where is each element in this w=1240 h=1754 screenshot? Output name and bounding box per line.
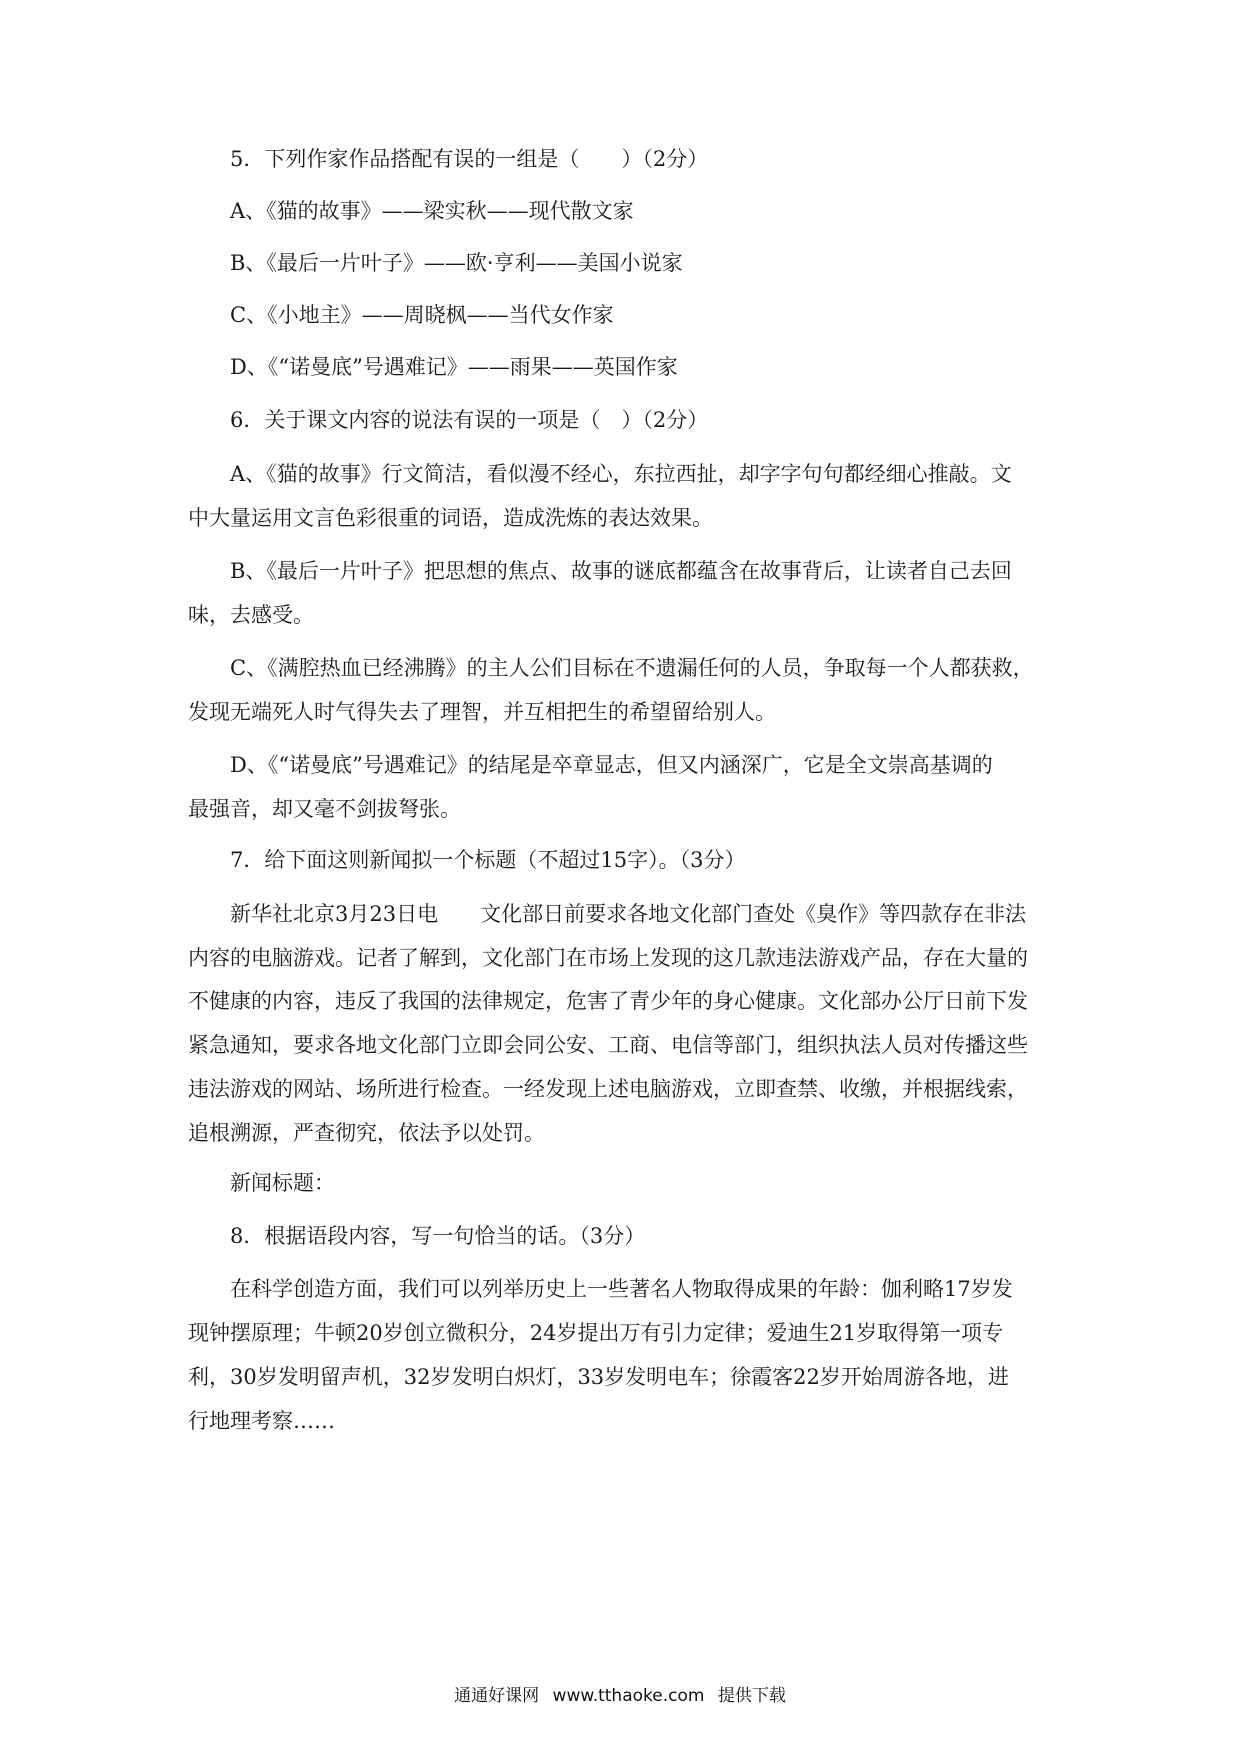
footer-site-name: 通通好课网: [454, 1686, 540, 1706]
question-8-stem: 8．根据语段内容，写一句恰当的话。（3分）: [230, 1224, 646, 1248]
question-7-passage-line4: 紧急通知，要求各地文化部门立即会同公安、工商、电信等部门，组织执法人员对传播这些: [188, 1033, 1028, 1057]
question-6-option-d-line2: 最强音，却又毫不剑拔弩张。: [188, 797, 461, 821]
question-7-answer-label: 新闻标题：: [230, 1171, 335, 1195]
question-5-option-c: C、《小地主》——周晓枫——当代女作家: [230, 303, 614, 327]
question-6-option-a-line1: A、《猫的故事》行文简洁，看似漫不经心，东拉西扯，却字字句句都经细心推敲。文: [230, 462, 1012, 486]
question-8-passage-line1: 在科学创造方面，我们可以列举历史上一些著名人物取得成果的年龄：伽利略17岁发: [230, 1277, 1013, 1301]
question-6-option-c-line2: 发现无端死人时气得失去了理智，并互相把生的希望留给别人。: [188, 700, 776, 724]
question-6-option-c-line1: C、《满腔热血已经沸腾》的主人公们目标在不遗漏任何的人员，争取每一个人都获救，: [230, 656, 1034, 680]
question-7-passage-line5: 违法游戏的网站、场所进行检查。一经发现上述电脑游戏，立即查禁、收缴，并根据线索，: [188, 1077, 1028, 1101]
question-7-passage-line2: 内容的电脑游戏。记者了解到，文化部门在市场上发现的这几款违法游戏产品，存在大量的: [188, 946, 1028, 970]
question-6-option-b-line2: 味，去感受。: [188, 603, 314, 627]
question-6-option-b-line1: B、《最后一片叶子》把思想的焦点、故事的谜底都蕴含在故事背后，让读者自己去回: [230, 559, 1012, 583]
question-5-option-d: D、《“诺曼底”号遇难记》——雨果——英国作家: [230, 355, 678, 379]
question-6-stem: 6．关于课文内容的说法有误的一项是（ ）（2分）: [230, 408, 709, 432]
question-5-option-a: A、《猫的故事》——梁实秋——现代散文家: [230, 199, 634, 223]
footer-url[interactable]: www.tthaoke.com: [552, 1686, 705, 1706]
question-6-option-d-line1: D、《“诺曼底”号遇难记》的结尾是卒章显志，但又内涵深广，它是全文崇高基调的: [230, 753, 993, 777]
question-8-passage-line2: 现钟摆原理；牛顿20岁创立微积分，24岁提出万有引力定律；爱迪生21岁取得第一项专: [188, 1321, 1004, 1345]
question-7-passage-line6: 追根溯源，严查彻究，依法予以处罚。: [188, 1121, 545, 1145]
question-7-stem: 7．给下面这则新闻拟一个标题（不超过15字）。（3分）: [230, 848, 746, 872]
question-8-passage-line4: 行地理考察……: [188, 1409, 335, 1433]
question-7-passage-line1: 新华社北京3月23日电 文化部日前要求各地文化部门查处《臭作》等四款存在非法: [230, 902, 1027, 926]
footer-suffix: 提供下载: [717, 1686, 786, 1706]
question-7-passage-line3: 不健康的内容，违反了我国的法律规定，危害了青少年的身心健康。文化部办公厅日前下发: [188, 989, 1028, 1013]
question-5-option-b: B、《最后一片叶子》——欧·亨利——美国小说家: [230, 251, 683, 275]
page-footer: [0, 1684, 1240, 1708]
question-8-passage-line3: 利，30岁发明留声机，32岁发明白炽灯，33岁发明电车；徐霞客22岁开始周游各地，进: [188, 1365, 1009, 1389]
question-6-option-a-line2: 中大量运用文言色彩很重的词语，造成洗炼的表达效果。: [188, 506, 713, 530]
question-5-stem: 5．下列作家作品搭配有误的一组是（ ）（2分）: [230, 147, 709, 171]
